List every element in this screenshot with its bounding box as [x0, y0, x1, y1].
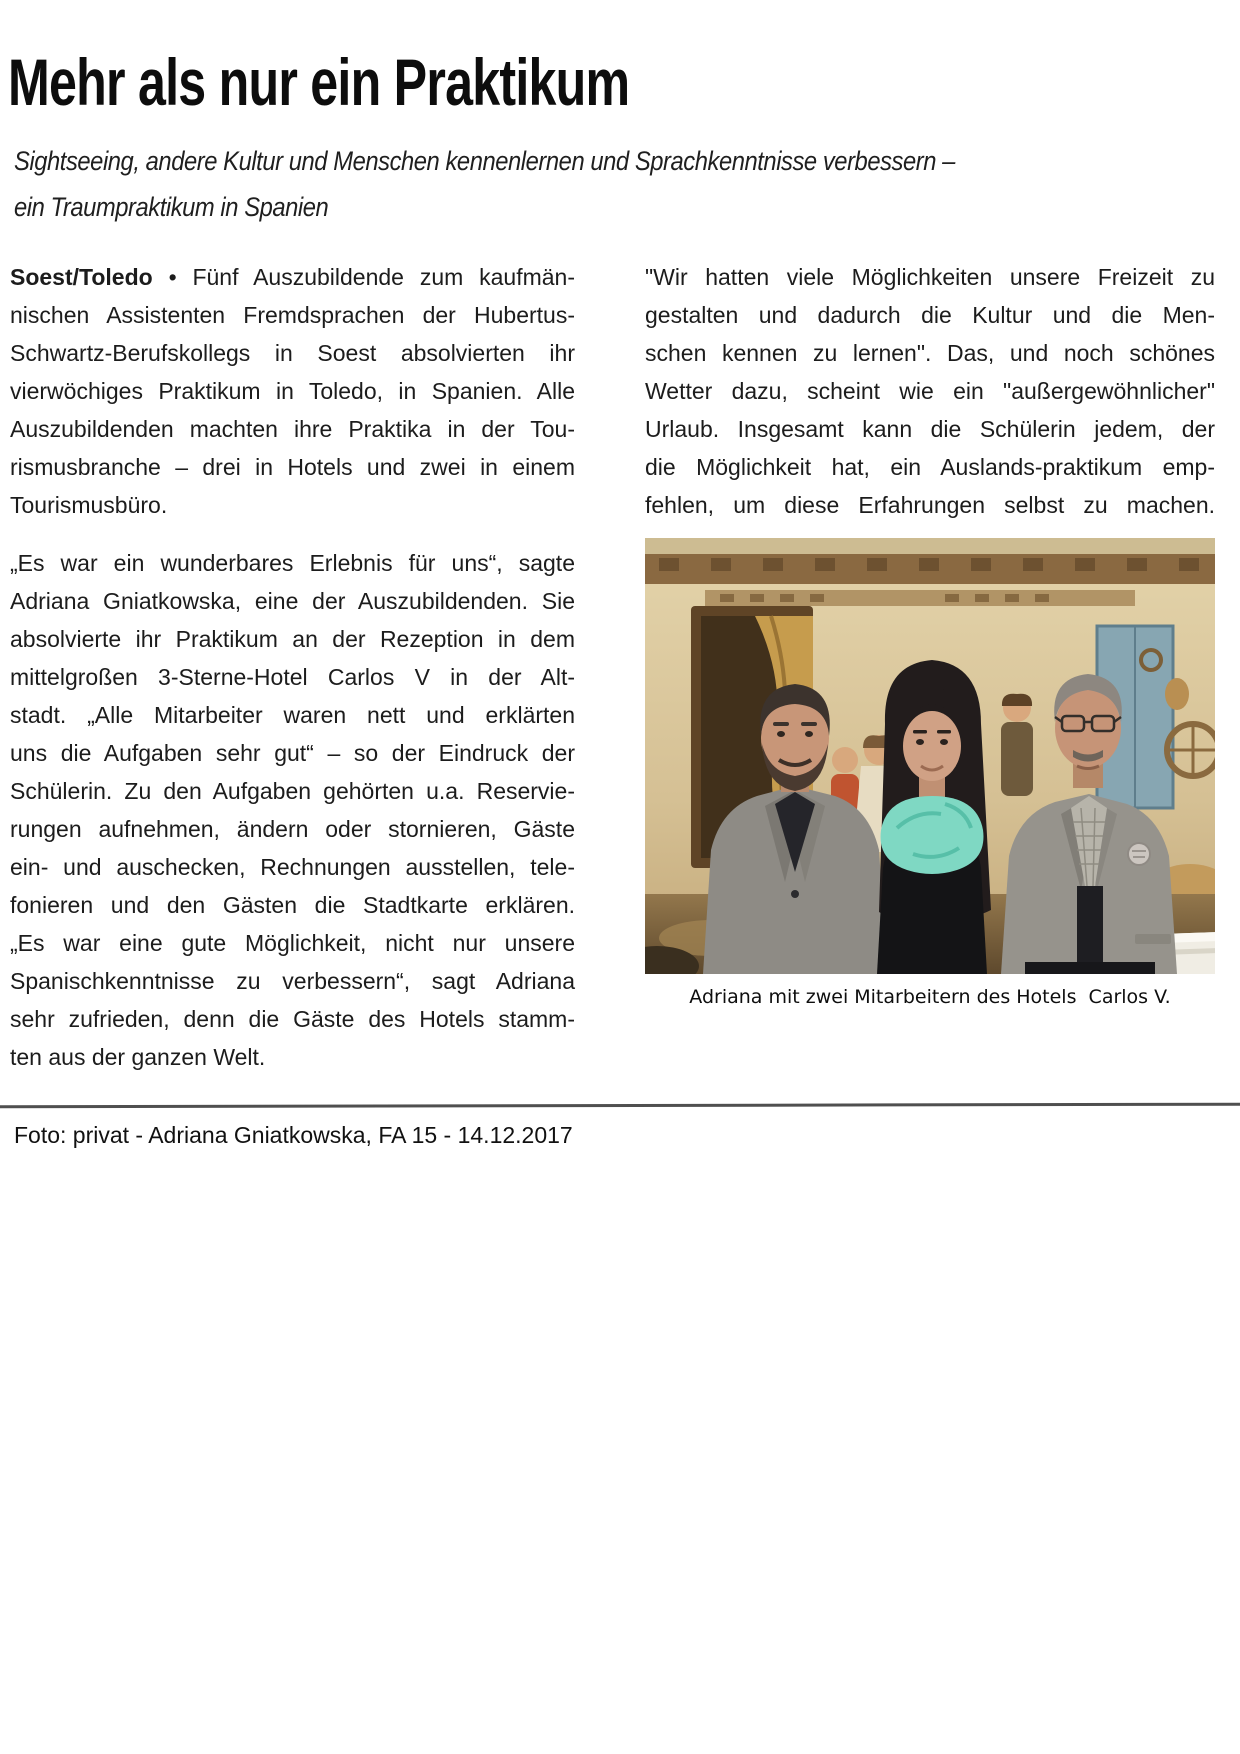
text-line: fehlen, um diese Erfahrungen selbst zu machen. — [645, 492, 1215, 518]
text-line: die Möglichkeit hat, ein Auslands-praktikum emp- — [645, 454, 1215, 480]
text-line: fonieren und den Gästen die Stadtkarte erklären. — [10, 892, 575, 918]
text-line: uns die Aufgaben sehr gut“ – so der Eindruck der — [10, 740, 575, 766]
text-line: "Wir hatten viele Möglichkeiten unsere Freizeit zu — [645, 264, 1215, 290]
text-line: nischen Assistenten Fremdsprachen der Hubertus- — [10, 302, 575, 328]
text-line: Tourismusbüro. — [10, 492, 168, 518]
text-line: Wetter dazu, scheint wie ein "außergewöhnlicher" — [645, 378, 1215, 404]
text-line: Soest/Toledo • Fünf Auszubildende zum kaufmän- — [10, 264, 575, 290]
text-line: rungen aufnehmen, ändern oder stornieren, Gäste — [10, 816, 575, 842]
text-line: sehr zufrieden, denn die Gäste des Hotels stamm- — [10, 1006, 575, 1032]
text-line: absolvierte ihr Praktikum an der Rezeption in dem — [10, 626, 575, 652]
adriana — [877, 660, 991, 974]
right-column-text — [645, 258, 1215, 524]
text-line: ten aus der ganzen Welt. — [10, 1044, 266, 1070]
paragraph — [10, 544, 575, 1076]
text-line: Urlaub. Insgesamt kann die Schülerin jedem, der — [645, 416, 1215, 442]
photo-caption: Adriana mit zwei Mitarbeitern des Hotels Carlos V. — [689, 986, 1171, 1008]
photo-credit-line: Foto: privat - Adriana Gniatkowska, FA 15 - 14.12.2017 — [14, 1122, 573, 1148]
subtitle-line-2: ein Traumpraktikum in Spanien — [14, 192, 329, 222]
article-subtitle — [14, 138, 955, 230]
photo-illustration — [645, 538, 1215, 974]
text-line: mittelgroßen 3-Sterne-Hotel Carlos V in der Alt- — [10, 664, 575, 690]
left-column — [10, 258, 575, 1076]
text-line: „Es war ein wunderbares Erlebnis für uns“, sagte — [10, 550, 575, 576]
text-line: ein- und auschecken, Rechnungen ausstellen, tele- — [10, 854, 575, 880]
text-line: Auszubildenden machten ihre Praktika in der Tou- — [10, 416, 575, 442]
text-line: schen kennen zu lernen". Das, und noch schönes — [645, 340, 1215, 366]
divider-rule — [0, 1103, 1240, 1109]
paragraph — [10, 258, 575, 524]
text-line: „Es war eine gute Möglichkeit, nicht nur unsere — [10, 930, 575, 956]
text-line: Adriana Gniatkowska, eine der Auszubildenden. Sie — [10, 588, 575, 614]
article-body-columns — [10, 258, 1215, 1076]
text-line: Schwartz-Berufskollegs in Soest absolvierten ihr — [10, 340, 575, 366]
text-line: stadt. „Alle Mitarbeiter waren nett und erklärten — [10, 702, 575, 728]
right-column — [645, 258, 1215, 1008]
text-line: Spanischkenntnisse zu verbessern“, sagt Adriana — [10, 968, 575, 994]
paragraph — [645, 258, 1215, 524]
text-line: gestalten und dadurch die Kultur und die Men- — [645, 302, 1215, 328]
text-line: vierwöchiges Praktikum in Toledo, in Spanien. Alle — [10, 378, 575, 404]
text-line: Schülerin. Zu den Aufgaben gehörten u.a. Reservie- — [10, 778, 575, 804]
text-line: rismusbranche – drei in Hotels und zwei in einem — [10, 454, 575, 480]
subtitle-line-1: Sightseeing, andere Kultur und Menschen kennenlernen und Sprachkenntnisse verbessern – — [14, 146, 955, 176]
article-photo — [645, 538, 1215, 1008]
article-headline: Mehr als nur ein Praktikum — [8, 45, 630, 119]
